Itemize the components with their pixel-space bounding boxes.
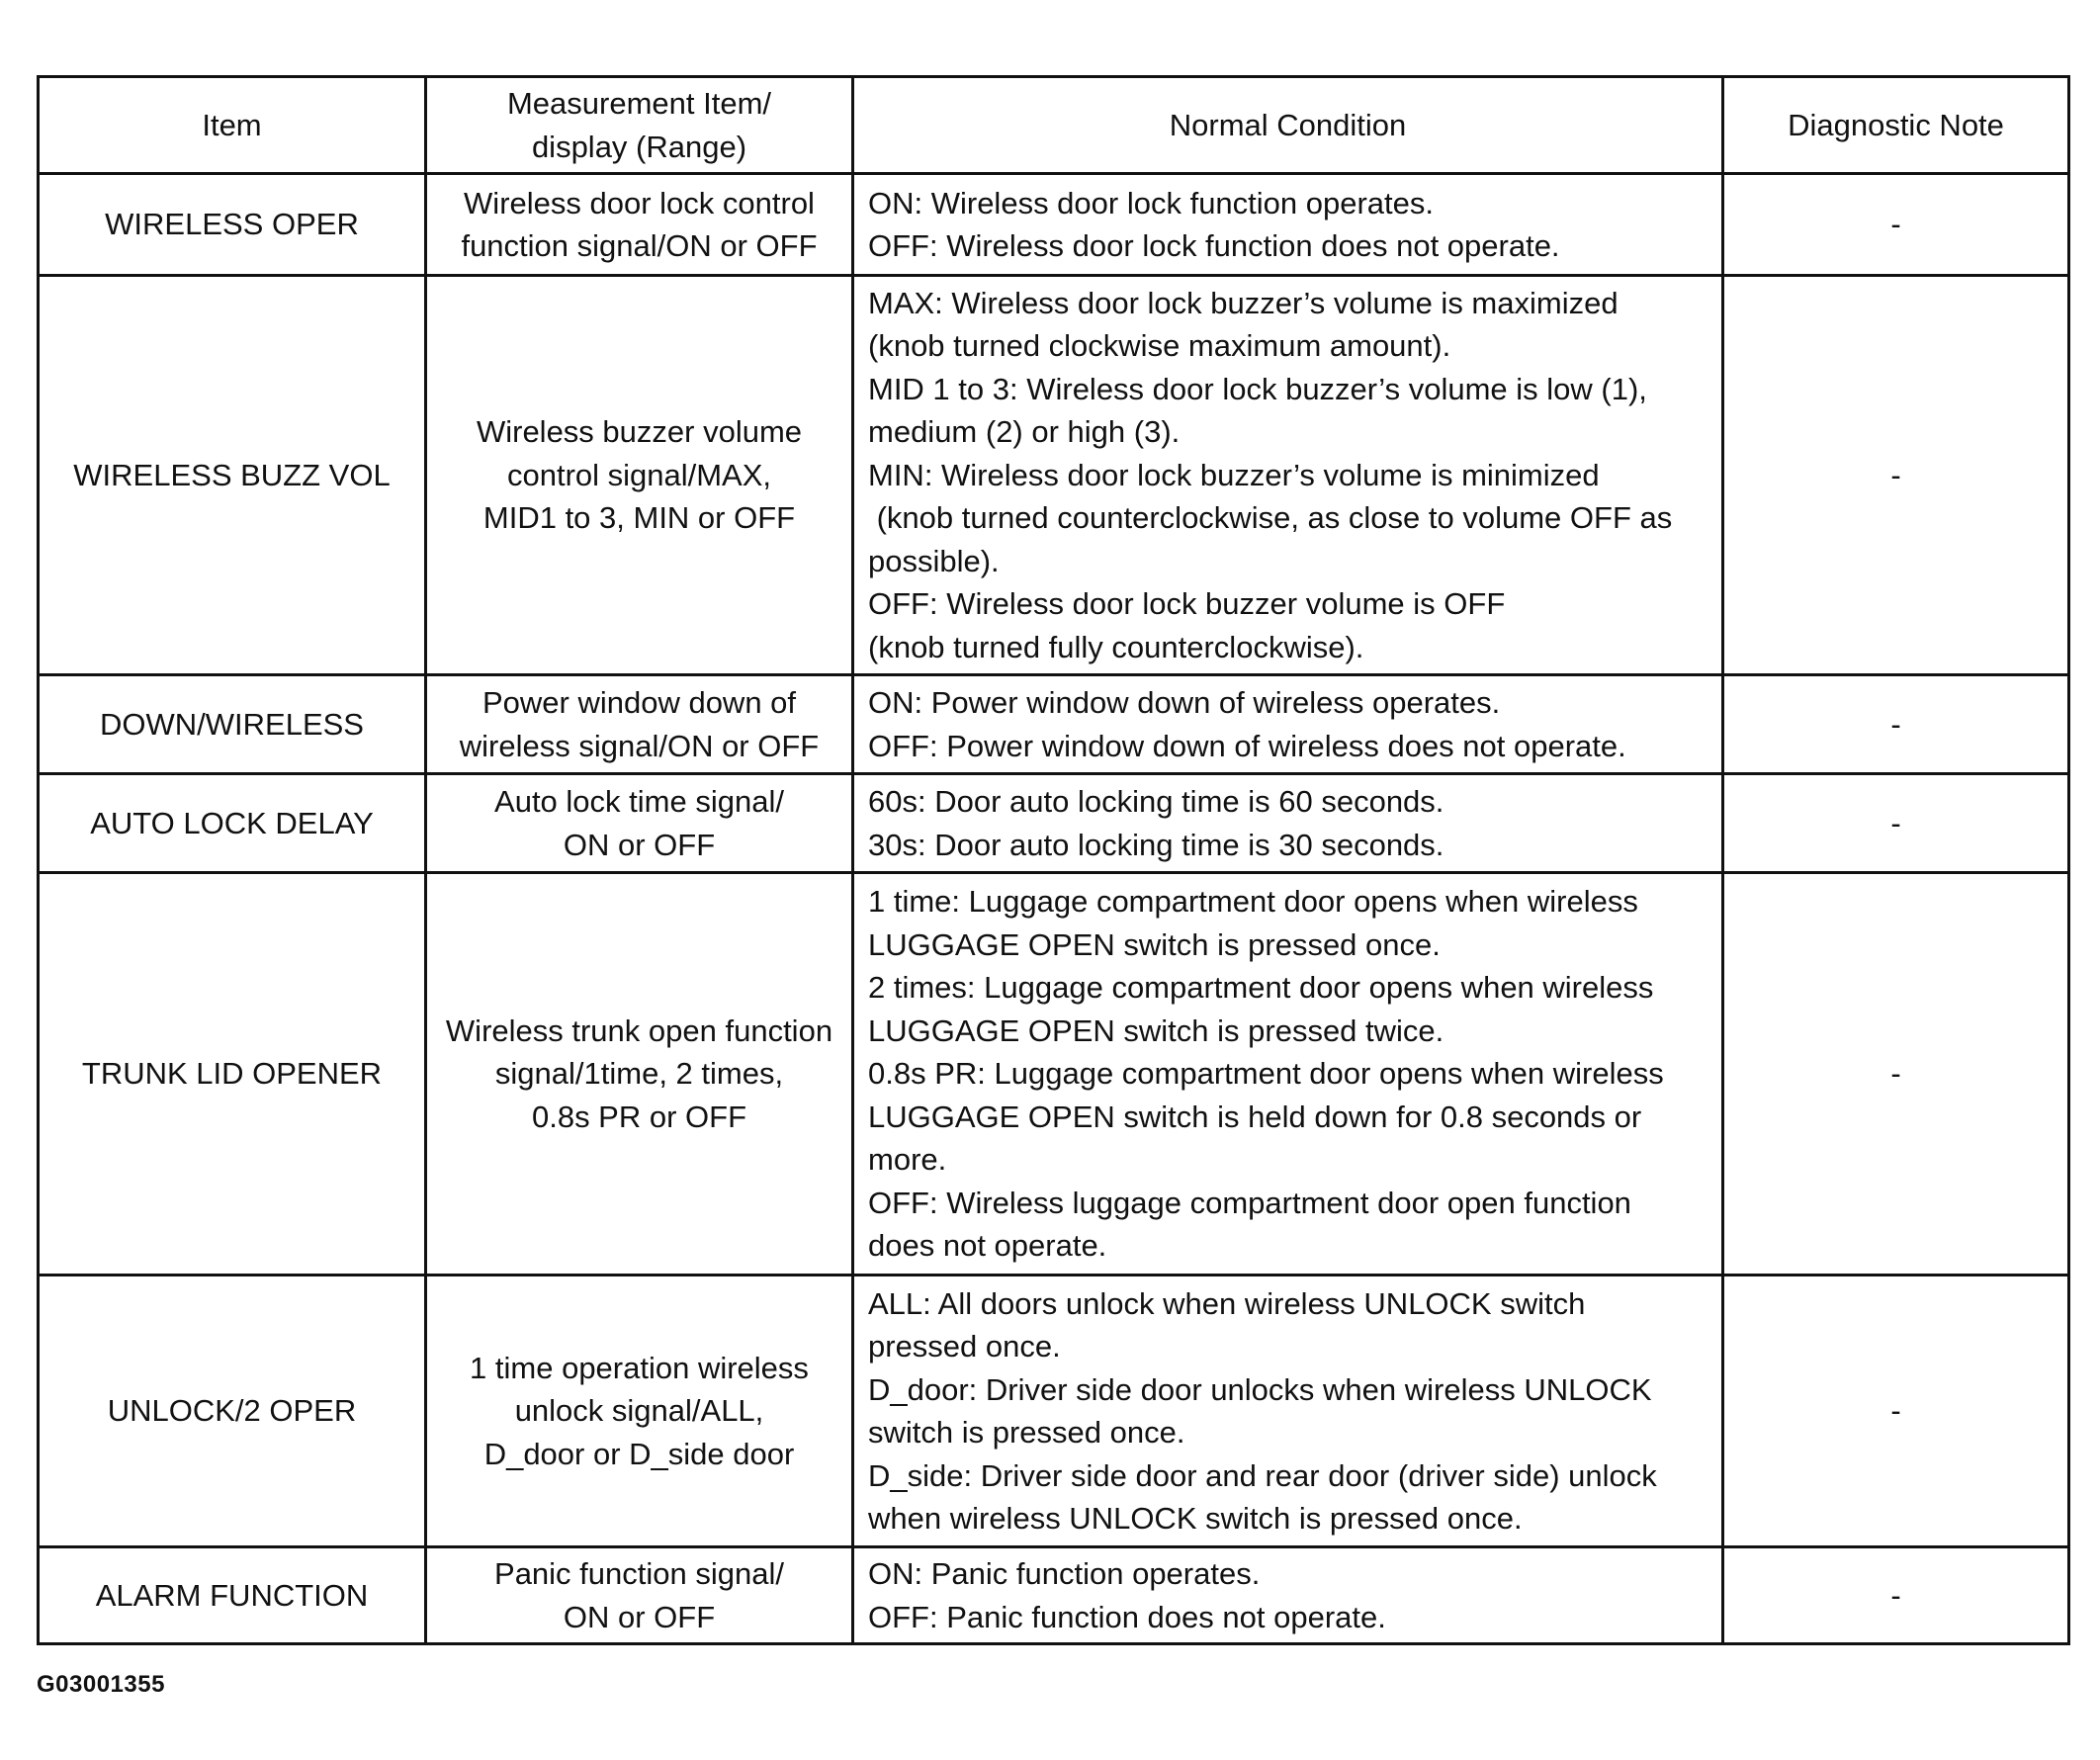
measurement-cell [426, 276, 853, 675]
condition-cell [853, 675, 1723, 774]
item-cell: AUTO LOCK DELAY [39, 774, 426, 873]
condition-line: 1 time: Luggage compartment door opens when wireless [868, 884, 1638, 920]
measurement-line: Wireless door lock control [464, 185, 815, 220]
condition-cell [853, 774, 1723, 873]
condition-line: OFF: Panic function does not operate. [868, 1599, 1386, 1634]
condition-line: (knob turned counterclockwise, as close to volume OFF as [868, 500, 1673, 536]
item-cell: TRUNK LID OPENER [39, 873, 426, 1276]
condition-line: MIN: Wireless door lock buzzer’s volume is minimized [868, 457, 1600, 492]
table-row [39, 174, 2069, 276]
condition-line: MID 1 to 3: Wireless door lock buzzer’s volume is low (1), [868, 371, 1647, 406]
condition-line: 0.8s PR: Luggage compartment door opens when wireless [868, 1056, 1664, 1092]
condition-line: ON: Power window down of wireless operates. [868, 685, 1501, 720]
condition-line: (knob turned clockwise maximum amount). [868, 328, 1451, 364]
condition-cell [853, 873, 1723, 1276]
note-cell: - [1723, 174, 2069, 276]
condition-line: LUGGAGE OPEN switch is pressed twice. [868, 1012, 1444, 1048]
table-header-row [39, 77, 2069, 174]
header-measurement [426, 77, 853, 174]
measurement-cell [426, 1547, 853, 1644]
condition-line: OFF: Wireless luggage compartment door open function [868, 1185, 1631, 1220]
measurement-cell [426, 174, 853, 276]
measurement-line: Wireless buzzer volume [476, 414, 803, 450]
condition-line: OFF: Wireless door lock buzzer volume is OFF [868, 586, 1506, 622]
table-row [39, 1276, 2069, 1547]
table-row [39, 675, 2069, 774]
header-item: Item [39, 77, 426, 174]
measurement-line: signal/1time, 2 times, [494, 1056, 784, 1092]
item-cell: WIRELESS BUZZ VOL [39, 276, 426, 675]
note-cell: - [1723, 1276, 2069, 1547]
header-measurement-line: Measurement Item/ [506, 86, 772, 121]
condition-line: does not operate. [868, 1228, 1107, 1264]
condition-line: D_door: Driver side door unlocks when wireless UNLOCK [868, 1371, 1652, 1407]
measurement-line: unlock signal/ALL, [514, 1393, 764, 1429]
header-condition: Normal Condition [853, 77, 1723, 174]
measurement-line: Wireless trunk open function [445, 1012, 833, 1048]
measurement-line: Power window down of [481, 685, 797, 720]
table-row [39, 873, 2069, 1276]
measurement-line: wireless signal/ON or OFF [459, 728, 820, 763]
measurement-line: ON or OFF [563, 827, 716, 862]
condition-cell [853, 276, 1723, 675]
measurement-line: ON or OFF [563, 1599, 716, 1634]
measurement-line: control signal/MAX, [506, 457, 772, 492]
measurement-line: Panic function signal/ [494, 1556, 784, 1591]
item-cell: WIRELESS OPER [39, 174, 426, 276]
condition-line: (knob turned fully counterclockwise). [868, 629, 1364, 664]
note-cell: - [1723, 675, 2069, 774]
condition-line: more. [868, 1142, 947, 1178]
note-cell: - [1723, 873, 2069, 1276]
measurement-line: MID1 to 3, MIN or OFF [482, 500, 796, 536]
figure-id: G03001355 [37, 1671, 165, 1698]
condition-line: when wireless UNLOCK switch is pressed once. [868, 1501, 1523, 1536]
data-monitor-table-container [37, 75, 2067, 1645]
condition-line: 60s: Door auto locking time is 60 seconds. [868, 784, 1444, 819]
condition-line: 30s: Door auto locking time is 30 seconds. [868, 827, 1444, 862]
table-row [39, 1547, 2069, 1644]
measurement-cell [426, 873, 853, 1276]
note-cell: - [1723, 276, 2069, 675]
condition-line: OFF: Wireless door lock function does not operate. [868, 228, 1560, 263]
measurement-line: function signal/ON or OFF [461, 228, 818, 263]
condition-cell [853, 1547, 1723, 1644]
condition-line: ALL: All doors unlock when wireless UNLOCK switch [868, 1285, 1586, 1321]
measurement-line: D_door or D_side door [483, 1436, 795, 1471]
measurement-cell [426, 774, 853, 873]
condition-line: OFF: Power window down of wireless does not operate. [868, 728, 1626, 763]
condition-cell [853, 1276, 1723, 1547]
condition-line: pressed once. [868, 1329, 1061, 1364]
condition-line: possible). [868, 543, 1000, 578]
table-row [39, 774, 2069, 873]
note-cell: - [1723, 774, 2069, 873]
measurement-line: 0.8s PR or OFF [531, 1099, 747, 1134]
item-cell: ALARM FUNCTION [39, 1547, 426, 1644]
condition-line: 2 times: Luggage compartment door opens when wireless [868, 970, 1654, 1006]
note-cell: - [1723, 1547, 2069, 1644]
measurement-line: Auto lock time signal/ [494, 784, 784, 819]
data-monitor-table [37, 75, 2070, 1645]
condition-line: LUGGAGE OPEN switch is held down for 0.8 seconds or [868, 1099, 1642, 1134]
condition-line: ON: Panic function operates. [868, 1556, 1261, 1591]
condition-line: switch is pressed once. [868, 1415, 1185, 1450]
condition-line: ON: Wireless door lock function operates. [868, 185, 1435, 220]
condition-line: MAX: Wireless door lock buzzer’s volume is maximized [868, 285, 1619, 320]
measurement-cell [426, 1276, 853, 1547]
header-measurement-line: display (Range) [531, 129, 747, 164]
condition-line: D_side: Driver side door and rear door (driver side) unlock [868, 1457, 1657, 1493]
item-cell: DOWN/WIRELESS [39, 675, 426, 774]
condition-cell [853, 174, 1723, 276]
item-cell: UNLOCK/2 OPER [39, 1276, 426, 1547]
measurement-line: 1 time operation wireless [470, 1350, 809, 1385]
measurement-cell [426, 675, 853, 774]
header-note: Diagnostic Note [1723, 77, 2069, 174]
condition-line: LUGGAGE OPEN switch is pressed once. [868, 926, 1441, 962]
table-row [39, 276, 2069, 675]
condition-line: medium (2) or high (3). [868, 414, 1181, 450]
